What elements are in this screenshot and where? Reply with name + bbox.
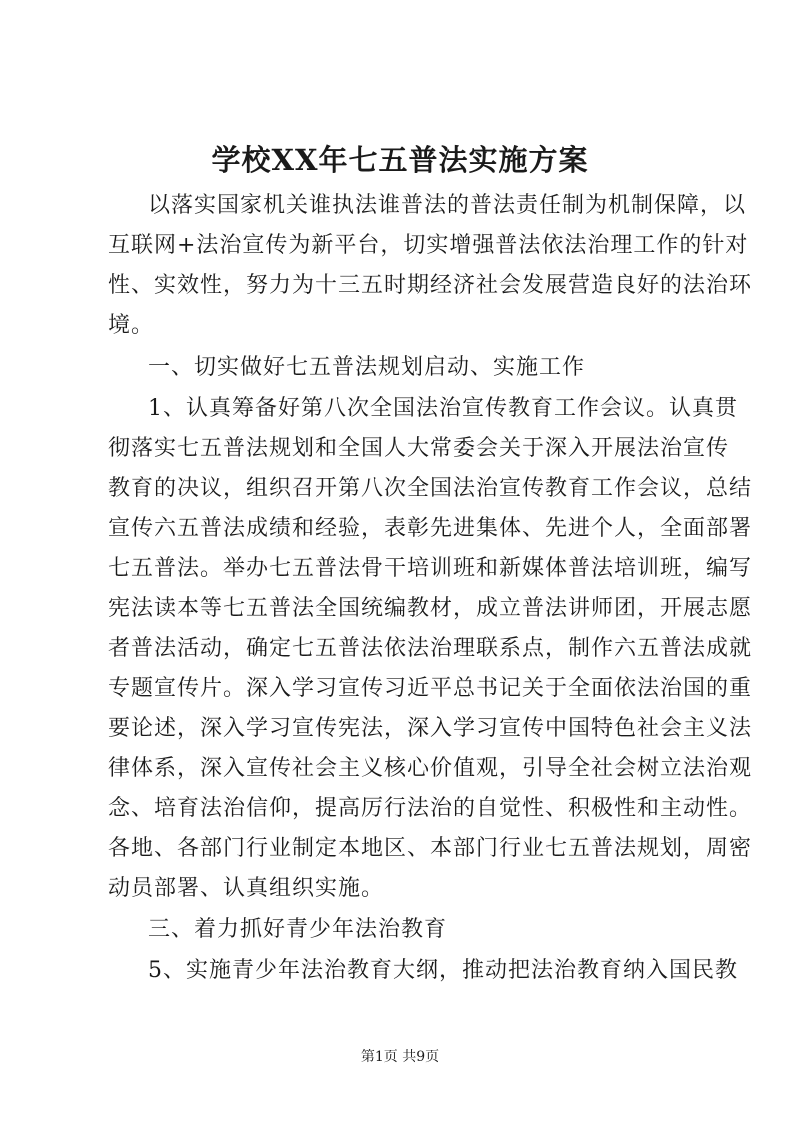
paragraph-line: 彻落实七五普法规划和全国人大常委会关于深入开展法治宣传 [108,436,730,461]
section-heading: 三、着力抓好青少年法治教育 [148,917,448,942]
paragraph-line: 念、培育法治信仰，提高厉行法治的自觉性、积极性和主动性。 [108,796,753,821]
document-title: 学校XX年七五普法实施方案 [211,143,589,177]
paragraph-line: 者普法活动，确定七五普法依法治理联系点，制作六五普法成就 [108,636,753,661]
paragraph-line: 要论述，深入学习宣传宪法，深入学习宣传中国特色社会主义法 [108,716,753,741]
paragraph-line: 互联网+法治宣传为新平台，切实增强普法依法治理工作的针对 [108,233,749,258]
paragraph-line: 专题宣传片。深入学习宣传习近平总书记关于全面依法治国的重 [108,676,753,701]
page-number-footer: 第1页 共9页 [360,1049,440,1065]
paragraph-line: 性、实效性，努力为十三五时期经济社会发展营造良好的法治环 [108,273,753,298]
paragraph-line: 律体系，深入宣传社会主义核心价值观，引导全社会树立法治观 [108,756,753,781]
paragraph-line: 各地、各部门行业制定本地区、本部门行业七五普法规划，周密 [108,836,753,861]
paragraph-line: 宪法读本等七五普法全国统编教材，成立普法讲师团，开展志愿 [108,596,753,621]
paragraph-line: 5、实施青少年法治教育大纲，推动把法治教育纳入国民教 [148,958,738,983]
paragraph-line: 七五普法。举办七五普法骨干培训班和新媒体普法培训班，编写 [108,556,753,581]
section-heading: 一、切实做好七五普法规划启动、实施工作 [148,355,586,380]
paragraph-line: 教育的决议，组织召开第八次全国法治宣传教育工作会议，总结 [108,476,753,501]
paragraph-line: 动员部署、认真组织实施。 [108,876,385,901]
paragraph-line: 1、认真筹备好第八次全国法治宣传教育工作会议。认真贯 [148,396,738,421]
paragraph-line: 以落实国家机关谁执法谁普法的普法责任制为机制保障，以 [148,193,747,218]
paragraph-line: 宣传六五普法成绩和经验，表彰先进集体、先进个人，全面部署 [108,516,753,541]
paragraph-line: 境。 [108,313,155,338]
